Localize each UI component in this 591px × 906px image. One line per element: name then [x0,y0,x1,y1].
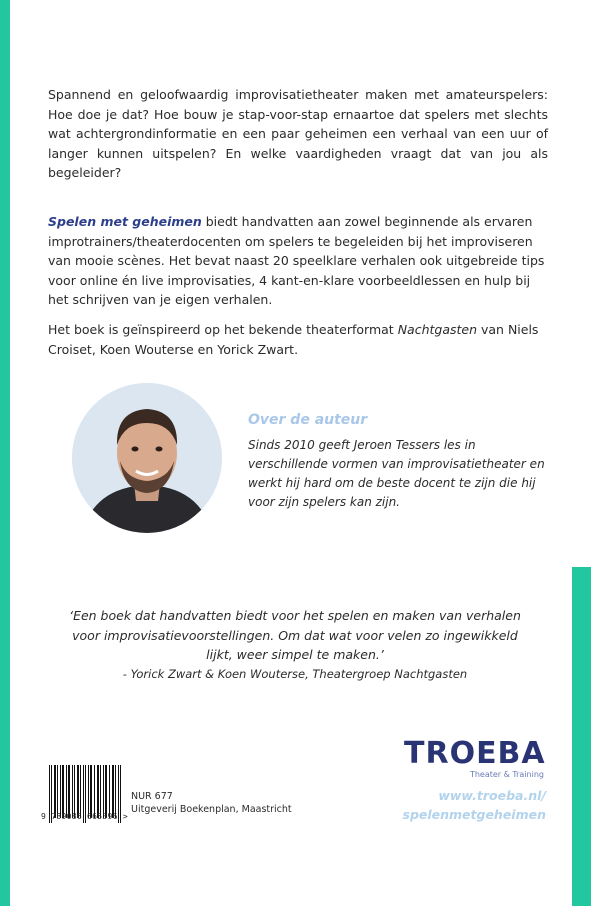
logo-wordmark: TROEBA [404,736,546,771]
website-url[interactable] [396,786,546,824]
review-quote: ‘Een boek dat handvatten biedt voor het spelen en maken van verhalen voor improvisatievoorstellingen. Om dat wat voor velen zo ingewikkeld lijkt, weer simpel te maken.’ [69,608,521,662]
inspiration-paragraph [48,320,548,359]
right-accent-bar [572,567,591,906]
publisher-name: Uitgeverij Boekenplan, Maastricht [131,804,292,815]
url-line-1: www.troeba.nl/ [438,788,546,803]
author-bio: Sinds 2010 geeft Jeroen Tessers les in verschillende vormen van improvisatietheater en werkt hij hard om de beste docent te zijn die hij voor zijn spelers kan zijn. [248,438,545,509]
inspiration-before: Het boek is geïnspireerd op het bekende theaterformat [48,322,398,337]
troeba-logo [404,738,554,779]
url-line-2: spelenmetgeheimen [402,807,546,822]
book-title: Spelen met geheimen [48,214,202,229]
description-text: biedt handvatten aan zowel beginnende als ervaren improtrainers/theaterdocenten om spelers te begeleiden bij het improviseren van mooie scènes. Het bevat naast 20 speelklare verhalen ook uitgebreide tips voor online én live improvisaties, 4 kant-en-klare voorbeeldlessen en hulp bij het schrijven van je eigen verhalen. [48,214,545,307]
isbn-number: 9 789086 665396 > [41,812,128,821]
author-portrait-illustration [72,383,222,533]
inspiration-after: van Niels Croiset, Koen Wouterse en Yorick Zwart. [48,322,539,357]
left-accent-bar [0,0,10,906]
nur-code: NUR 677 [131,791,173,802]
publisher-info [131,790,292,816]
quote-attribution: - Yorick Zwart & Koen Wouterse, Theatergroep Nachtgasten [122,667,468,681]
logo-tagline: Theater & Training [469,770,544,779]
intro-paragraph: Spannend en geloofwaardig improvisatietheater maken met amateurspelers: Hoe doe je dat? Hoe bouw je stap-voor-stap ernaartoe dat spelers met slechts wat achtergrondinformatie en een paar geheimen een verhaal van een uur of langer kunnen uitspelen? En welke vaardigheden vraagt dat van jou als begeleider? [48,87,548,180]
format-name: Nachtgasten [397,322,478,337]
author-heading: Over de auteur [248,412,368,428]
author-section [248,412,548,512]
description-paragraph [48,212,548,310]
author-photo [72,383,222,533]
